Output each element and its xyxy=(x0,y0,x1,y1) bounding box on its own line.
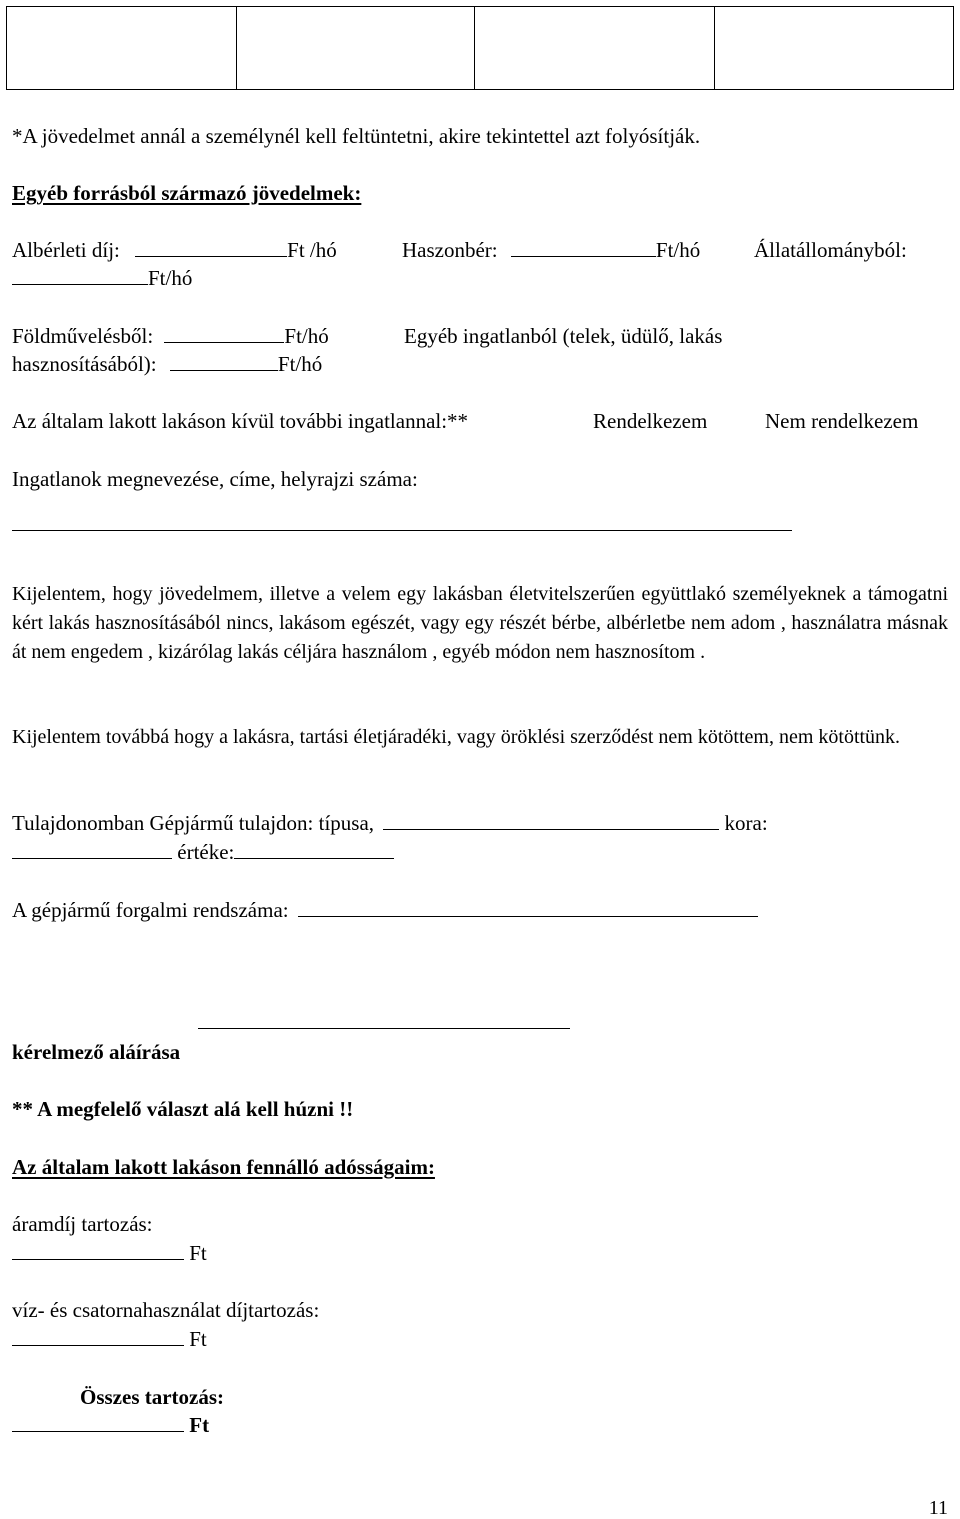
lease-field[interactable] xyxy=(511,242,656,257)
other-property-label-1: Egyéb ingatlanból (telek, üdülő, lakás xyxy=(404,324,723,348)
table-cell xyxy=(475,7,715,90)
property-details-field[interactable] xyxy=(12,530,792,531)
farming-row xyxy=(12,326,329,347)
other-property-field[interactable] xyxy=(170,356,278,371)
lease-label: Haszonbér: xyxy=(402,238,498,262)
property-question: Az általam lakott lakáson kívül további ingatlannal:** xyxy=(12,409,469,433)
vehicle-row-3 xyxy=(12,900,758,921)
property-option-no[interactable]: Nem rendelkezem xyxy=(765,409,919,433)
livestock-row xyxy=(12,268,192,289)
property-details-label: Ingatlanok megnevezése, címe, helyrajzi száma: xyxy=(12,467,418,491)
electricity-unit: Ft xyxy=(189,1241,207,1265)
table-cell xyxy=(715,7,954,90)
other-property-label-2: hasznosításából): xyxy=(12,352,157,376)
farming-label: Földművelésből: xyxy=(12,324,154,348)
vehicle-age-field[interactable] xyxy=(12,844,172,859)
water-row xyxy=(12,1329,207,1350)
livestock-field[interactable] xyxy=(12,270,148,285)
income-footnote: *A jövedelmet annál a személynél kell feltüntetni, akire tekintettel azt folyósítják. xyxy=(12,124,701,148)
electricity-field[interactable] xyxy=(12,1245,184,1260)
signature-line[interactable] xyxy=(198,1028,570,1029)
livestock-unit: Ft/hó xyxy=(148,266,193,290)
underline-instruction: ** A megfelelő választ alá kell húzni !! xyxy=(12,1097,354,1121)
vehicle-value-label: értéke: xyxy=(177,840,235,864)
declaration-paragraph-1: Kijelentem, hogy jövedelmem, illetve a velem egy lakásban életvitelszerűen együttlakó személyeknek a támogatni kért lakás hasznosításából nincs, lakásom egészét, vagy egy részét bérbe, albérletbe nem adom , használatra másnak át nem engedem , kizárólag lakás céljára használom , egyéb módon nem hasznosítom . xyxy=(12,583,948,663)
total-label: Összes tartozás: xyxy=(80,1385,225,1409)
vehicle-plate-label: A gépjármű forgalmi rendszáma: xyxy=(12,898,289,922)
lease-row xyxy=(402,240,700,261)
table-cell xyxy=(7,7,237,90)
electricity-row xyxy=(12,1243,207,1264)
income-table-fragment xyxy=(6,6,954,90)
property-option-yes[interactable]: Rendelkezem xyxy=(593,409,708,433)
sublet-row xyxy=(12,240,337,261)
vehicle-age-label: kora: xyxy=(724,811,768,835)
vehicle-type-field[interactable] xyxy=(383,815,719,830)
table-cell xyxy=(237,7,475,90)
other-property-unit: Ft/hó xyxy=(277,352,323,376)
farming-field[interactable] xyxy=(164,328,284,343)
total-row xyxy=(12,1415,209,1436)
water-field[interactable] xyxy=(12,1331,184,1346)
electricity-label: áramdíj tartozás: xyxy=(12,1212,153,1236)
other-income-heading: Egyéb forrásból származó jövedelmek: xyxy=(12,181,362,205)
total-field[interactable] xyxy=(12,1417,184,1432)
debts-heading: Az általam lakott lakáson fennálló adósságaim: xyxy=(12,1155,435,1179)
sublet-unit: Ft /hó xyxy=(287,238,337,262)
total-unit: Ft xyxy=(189,1413,210,1437)
page-number: 11 xyxy=(928,1497,948,1519)
farming-unit: Ft/hó xyxy=(284,324,329,348)
vehicle-row-2 xyxy=(12,842,394,863)
sublet-label: Albérleti díj: xyxy=(12,238,120,262)
vehicle-value-field[interactable] xyxy=(234,844,394,859)
vehicle-ownership-label: Tulajdonomban Gépjármű tulajdon: típusa, xyxy=(12,811,375,835)
declaration-paragraph-2: Kijelentem továbbá hogy a lakásra, tartási életjáradéki, vagy öröklési szerződést nem kötöttem, nem kötöttünk. xyxy=(12,726,901,748)
other-property-row xyxy=(12,354,322,375)
sublet-field[interactable] xyxy=(135,242,287,257)
vehicle-plate-field[interactable] xyxy=(298,902,758,917)
vehicle-row-1 xyxy=(12,813,768,834)
water-label: víz- és csatornahasználat díjtartozás: xyxy=(12,1298,320,1322)
lease-unit: Ft/hó xyxy=(655,238,701,262)
signature-label: kérelmező aláírása xyxy=(12,1040,181,1064)
livestock-label: Állatállományból: xyxy=(754,238,907,262)
water-unit: Ft xyxy=(189,1327,207,1351)
